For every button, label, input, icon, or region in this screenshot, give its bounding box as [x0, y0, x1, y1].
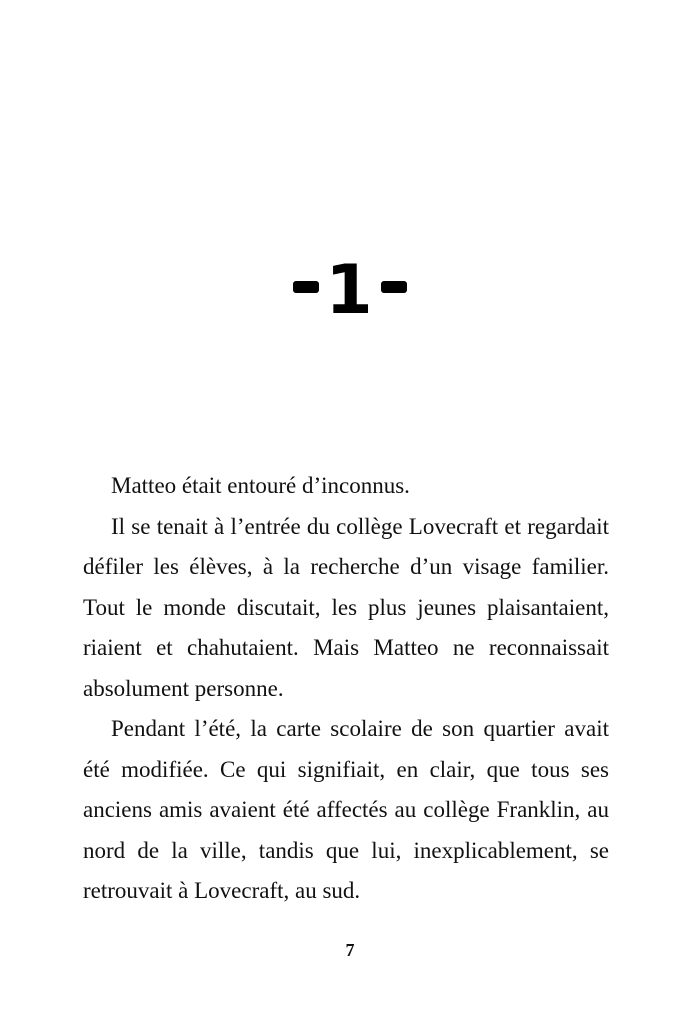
chapter-dash-right	[381, 281, 407, 293]
paragraph: Pendant l’été, la carte scolaire de son quartier avait été modifiée. Ce qui signifiait, en clair, que tous ses anciens amis avaient été affectés au collège Franklin, au nord de la ville, tandis que lui, inexplicablement, se retrouvait à Lovecraft, au sud.	[83, 716, 609, 903]
chapter-number: 1	[325, 251, 375, 331]
chapter-body-text	[83, 466, 609, 912]
paragraph: Matteo était entouré d’inconnus.	[111, 473, 410, 498]
chapter-heading	[0, 248, 700, 331]
paragraph: Il se tenait à l’entrée du collège Lovecraft et regardait défiler les élèves, à la recherche d’un visage familier. Tout le monde discutait, les plus jeunes plaisantaient, riaient et chahutaient. Mais Matteo ne reconnaissait absolument personne.	[83, 513, 609, 701]
chapter-dash-left	[293, 281, 319, 293]
page-number: 7	[345, 940, 355, 960]
